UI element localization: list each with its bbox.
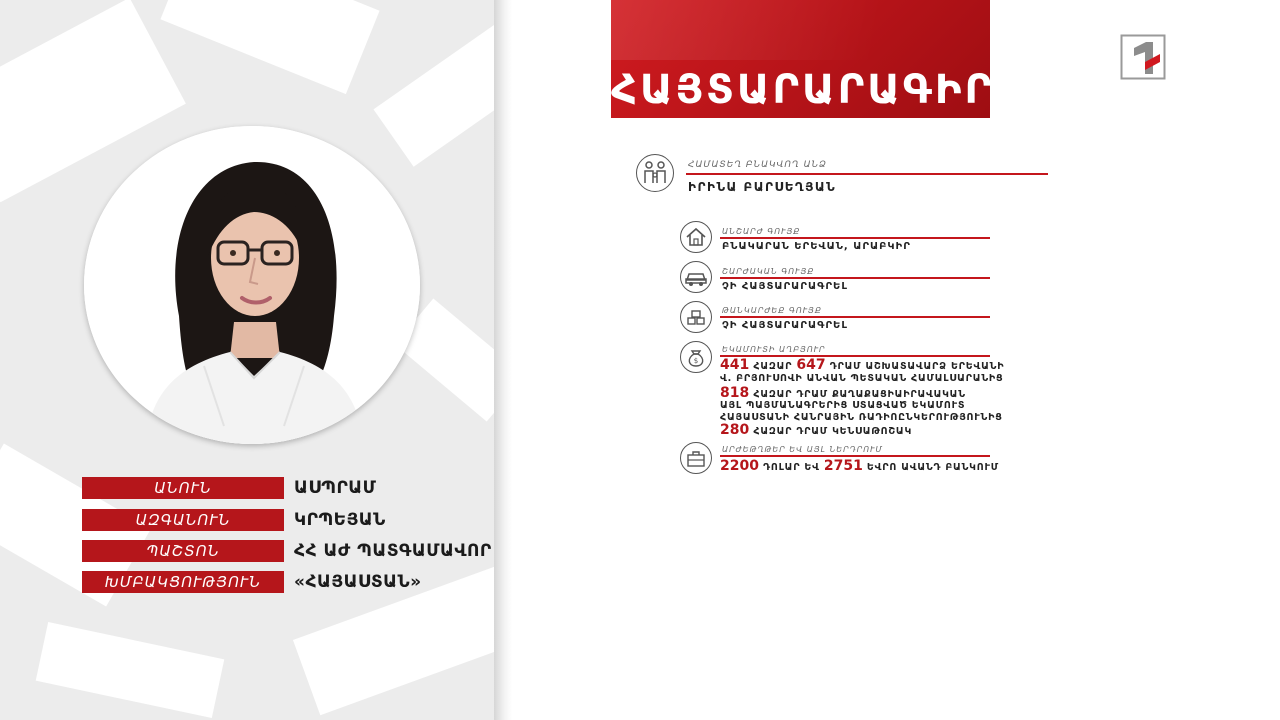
- savings-text: ԴՈԼԱՐ ԵՎ: [758, 462, 824, 473]
- panel-divider: [494, 0, 512, 720]
- income-underline: [720, 355, 990, 357]
- banner-highlight: [611, 0, 990, 60]
- gold-bars-icon: [680, 301, 712, 333]
- income-line: [720, 372, 1003, 386]
- income-label: ԵԿԱՄՈՒՏԻ ԱՂԲՅՈՒՐ: [722, 345, 826, 354]
- last-name-value: ԿՐՊԵՅԱՆ: [294, 510, 386, 530]
- income-text: ՀԱԶԱՐ: [749, 361, 797, 372]
- info-row-faction: [82, 571, 502, 593]
- income-text: ՀԱԶԱՐ ԴՐԱՄ ԿԵՆՍԱԹՈՇԱԿ: [749, 426, 913, 437]
- valuables-label: ԹԱՆԿԱՐԺԵՔ ԳՈՒՅՔ: [722, 306, 822, 315]
- vehicle-underline: [720, 277, 990, 279]
- cohabitant-underline: [686, 173, 1048, 175]
- savings-amount: 2751: [823, 458, 863, 474]
- car-icon: [680, 261, 712, 293]
- faction-label: ԽՄԲԱԿՑՈՒԹՅՈՒՆ: [82, 571, 284, 593]
- vehicle-label: ՇԱՐԺԱԿԱՆ ԳՈՒՅՔ: [722, 267, 815, 276]
- info-row-position: [82, 540, 502, 562]
- info-row-first-name: [82, 477, 502, 499]
- info-row-last-name: [82, 509, 502, 531]
- income-amount: 280: [720, 422, 750, 438]
- last-name-label: ԱԶԳԱՆՈՒՆ: [82, 509, 284, 531]
- valuables-underline: [720, 316, 990, 318]
- money-bag-icon: [680, 341, 712, 373]
- first-name-label: ԱՆՈՒՆ: [82, 477, 284, 499]
- income-text: ՀԱԶԱՐ ԴՐԱՄ ՔԱՂԱՔԱՑԻԱԻՐԱՎԱԿԱՆ: [749, 389, 966, 400]
- income-amount: 818: [720, 385, 750, 401]
- position-label: ՊԱՇՏՈՆ: [82, 540, 284, 562]
- property-underline: [720, 237, 990, 239]
- page-title: ՀԱՅՏԱՐԱՐԱԳԻՐ: [611, 67, 995, 113]
- cohabitant-value: ԻՐԻՆԱ ԲԱՐՍԵՂՅԱՆ: [688, 180, 837, 194]
- family-icon: [636, 154, 674, 192]
- title-banner: [611, 0, 995, 118]
- channel-one-logo-icon: [1120, 34, 1166, 80]
- savings-text: ԵՎՐՈ ԱՎԱՆԴ ԲԱՆԿՈՒՄ: [862, 462, 999, 473]
- income-amount: 647: [796, 357, 826, 373]
- income-text: ԴՐԱՄ ԱՇԽԱՏԱՎԱՐՁ ԵՐԵՎԱՆԻ: [825, 361, 1005, 372]
- svg-text:$: $: [693, 357, 699, 365]
- avatar: [84, 126, 420, 444]
- income-amount: 441: [720, 357, 750, 373]
- savings-underline: [720, 455, 990, 457]
- faction-value: «ՀԱՅԱՍՏԱՆ»: [294, 572, 422, 592]
- decorative-shard: [160, 0, 379, 94]
- income-line: [720, 423, 912, 439]
- income-text: ՀԱՅԱՍՏԱՆԻ ՀԱՆՐԱՅԻՆ ՌԱԴԻՈԸՆԿԵՐՈՒԹՅՈՒՆԻՑ: [720, 412, 1003, 423]
- property-value: ԲՆԱԿԱՐԱՆ ԵՐԵՎԱՆ, ԱՐԱԲԿԻՐ: [722, 241, 911, 252]
- property-label: ԱՆՇԱՐԺ ԳՈՒՅՔ: [722, 227, 801, 236]
- savings-label: ԱՐԺԵԹՂԹԵՐ ԵՎ ԱՅԼ ՆԵՐԴՐՈՒՄ: [722, 445, 883, 454]
- income-text: Վ. ԲՐՅՈՒՍՈՎԻ ԱՆՎԱՆ ՊԵՏԱԿԱՆ ՀԱՄԱԼՍԱՐԱՆԻՑ: [720, 373, 1004, 384]
- decorative-shard: [36, 622, 225, 718]
- savings-amount: 2200: [720, 458, 759, 474]
- position-value: ՀՀ ԱԺ ՊԱՏԳԱՄԱՎՈՐ: [294, 541, 492, 561]
- cohabitant-label: ՀԱՄԱՏԵՂ ԲՆԱԿՎՈՂ ԱՆՁ: [688, 160, 827, 170]
- briefcase-icon: [680, 442, 712, 474]
- vehicle-value: ՉԻ ՀԱՅՏԱՐԱՐԱԳՐԵԼ: [722, 281, 848, 292]
- house-icon: [680, 221, 712, 253]
- first-name-value: ԱՍՊՐԱՄ: [294, 478, 377, 498]
- savings-line: [720, 459, 999, 475]
- income-text: ԱՅԼ ՊԱՅՄԱՆԱԳՐԵՐԻՑ ՍՏԱՑՎԱԾ ԵԿԱՄՈՒՏ: [720, 400, 966, 411]
- avatar-photo: [84, 126, 420, 444]
- valuables-value: ՉԻ ՀԱՅՏԱՐԱՐԱԳՐԵԼ: [722, 320, 848, 331]
